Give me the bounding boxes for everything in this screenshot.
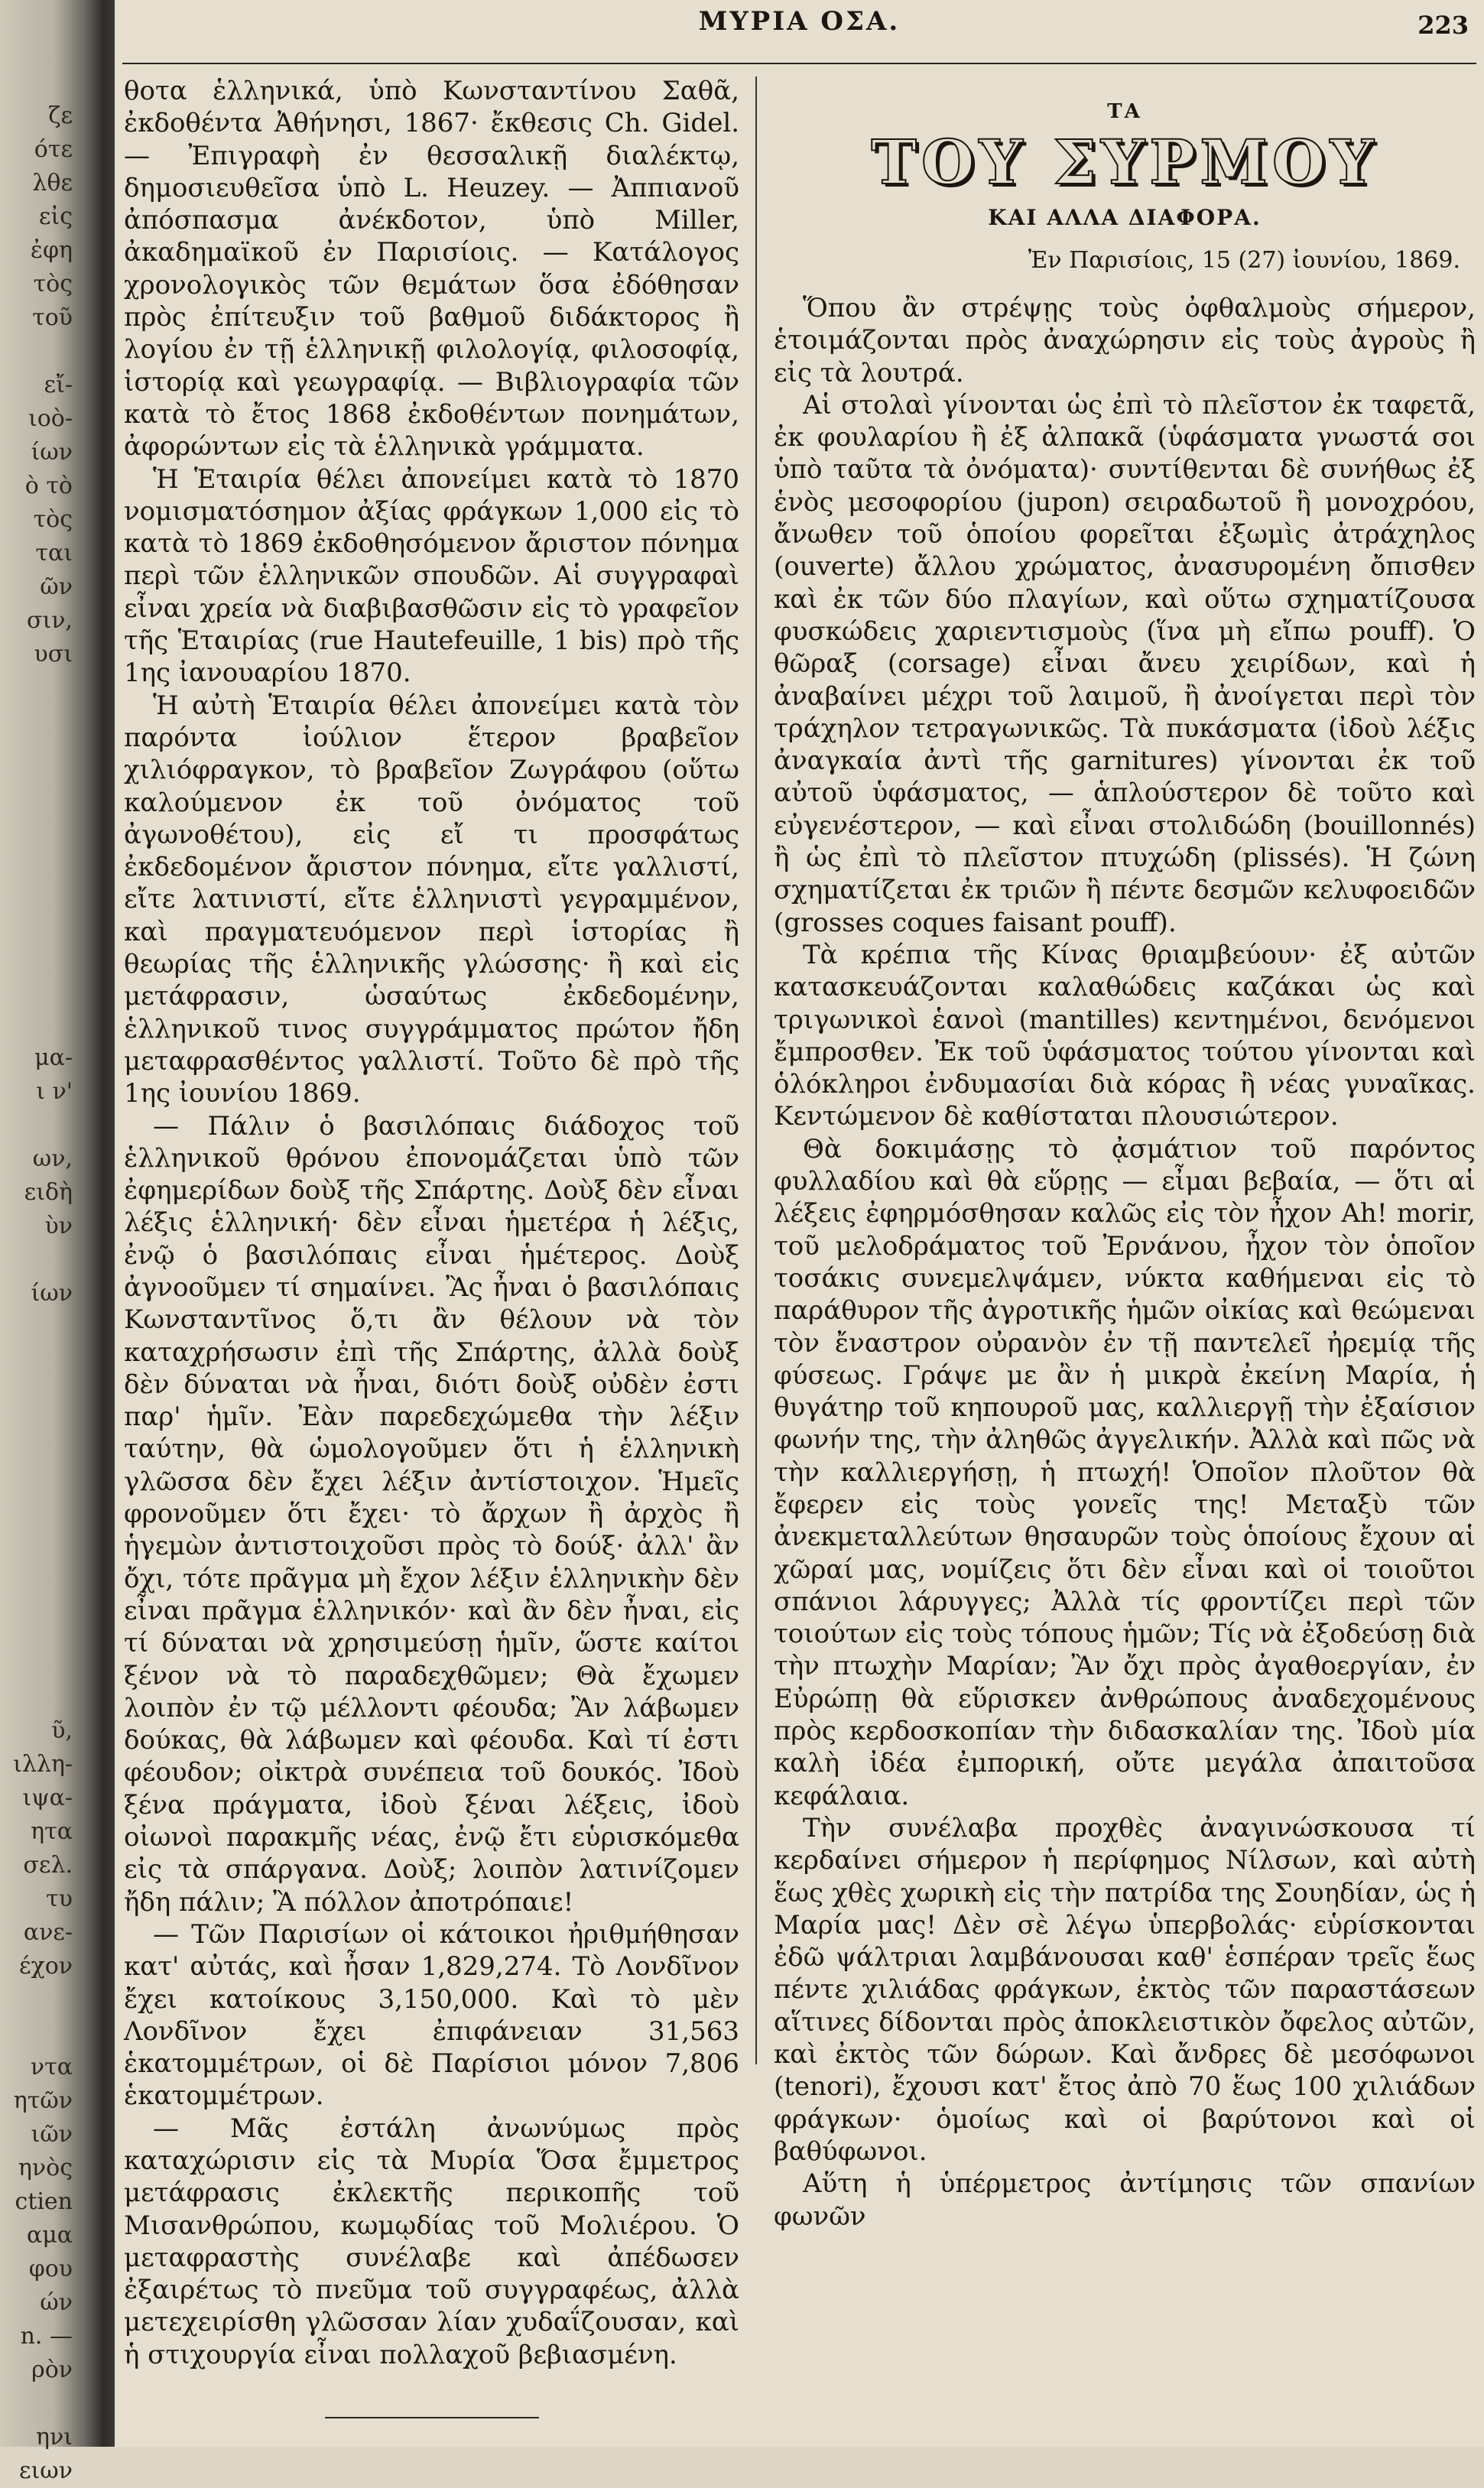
gutter-fragment	[0, 335, 73, 369]
paragraph: Αὕτη ἡ ὑπέρμετρος ἀντίμησις τῶν σπανίων φωνῶν	[774, 2168, 1476, 2232]
gutter-fragment: ι ν'	[36, 1078, 73, 1105]
gutter-fragment: ανε-	[23, 1919, 73, 1946]
paragraph: Ἡ αὐτὴ Ἑταιρία θέλει ἀπονείμει κατὰ τὸν παρόντα ἰούλιον ἕτερον βραβεῖον χιλιόφραγκον, τὸ βραβεῖον Ζωγράφου (οὕτω καλούμενον ἐκ τοῦ ὀνόματος τοῦ ἀγωνοθέτου), εἰς εἴ τι προσφάτως ἐκδεδομένον ἄριστον πόνημα, εἴτε γαλλιστί, εἴτε λατινιστί, εἴτε ἑλληνιστὶ γεγραμμένον, καὶ πραγματευόμενον περὶ ἱστορίας ἢ θεωρίας τῆς ἑλληνικῆς γλώσσης· ἢ καὶ εἰς μετάφρασιν, ὡσαύτως ἐκδεδομένην, ἑλληνικοῦ τινος συγγράμματος πρώτον ἤδη μεταφρασθέντος γαλλιστί. Τοῦτο δὲ πρὸ τῆς 1ης ἰουνίου 1869.	[124, 690, 739, 1109]
gutter-fragment: τὸς	[33, 506, 73, 533]
paragraph: Τὰ κρέπια τῆς Κίνας θριαμβεύουν· ἐξ αὐτῶν κατασκευάζονται καλαθώδεις καζάκαι ὡς καὶ τριγωνικοὶ ἑανοὶ (mantilles) κεντημένοι, δενόμενοι ἔμπροσθεν. Ἐκ τοῦ ὑφάσματος τούτου γίνονται καὶ ὁλόκληροι ἐνδυμασίαι διὰ κόρας ἢ νέας γυναῖκας. Κεντώμενον δὲ καθίσταται πλουσιώτερον.	[774, 939, 1476, 1132]
gutter-fragment: υσι	[34, 641, 73, 667]
gutter-fragment: ζε	[48, 102, 73, 129]
facing-page-gutter	[0, 0, 115, 2484]
gutter-fragment	[0, 1546, 73, 1580]
gutter-fragment: ιῶν	[31, 2121, 73, 2148]
gutter-fragment: τυ	[46, 1885, 73, 1912]
gutter-fragment	[0, 1445, 73, 1479]
gutter-fragment: εἴ-	[44, 372, 73, 398]
gutter-fragment: αμα	[26, 2222, 73, 2249]
gutter-fragment: τοῦ	[32, 304, 73, 331]
gutter-fragment: ών	[40, 2289, 73, 2316]
gutter-fragment: ων,	[32, 1145, 73, 1172]
section-heading-sub: ΚΑΙ ΑΛΛΑ ΔΙΑΦΟΡΑ.	[988, 205, 1262, 230]
gutter-fragment	[0, 1243, 73, 1277]
gutter-fragment	[0, 940, 73, 974]
column-divider	[755, 76, 757, 2064]
paragraph: θοτα ἑλληνικά, ὑπὸ Κωνσταντίνου Σαθᾶ, ἐκδοθέντα Ἀθήνησι, 1867· ἔκθεσις Ch. Gidel. — Ἐπιγραφὴ ἐν θεσσαλικῇ διαλέκτῳ, δημοσιευθεῖσα ὑπὸ L. Heuzey. — Ἀππιανοῦ ἀπόσπασμα ἀνέκδοτον, ὑπὸ Miller, ἀκαδημαϊκοῦ ἐν Παρισίοις. — Κατάλογος χρονολογικὸς τῶν θεμάτων ὅσα ἐδόθησαν πρὸς ἐπίτευξιν τοῦ βαθμοῦ διδάκτορος ἢ λογίου ἐν τῇ ἑλληνικῇ φιλολογίᾳ, φιλοσοφίᾳ, ἱστορίᾳ καὶ γεωγραφίᾳ. — Βιβλιογραφία τῶν κατὰ τὸ ἔτος 1868 ἐκδοθέντων πονημάτων, ἀφορώντων εἰς τὰ ἑλληνικὰ γράμματα.	[124, 76, 739, 463]
gutter-fragment	[0, 1613, 73, 1647]
gutter-fragment: ῦ,	[51, 1717, 73, 1744]
gutter-fragment: λθε	[32, 170, 73, 197]
gutter-fragment: έχον	[18, 1953, 73, 1980]
gutter-fragment	[0, 1681, 73, 1714]
gutter-fragment	[0, 1647, 73, 1681]
gutter-fragment: σελ.	[23, 1852, 73, 1879]
gutter-fragment	[0, 873, 73, 907]
section-heading	[774, 98, 1476, 237]
dateline: Ἐν Παρισίοις, 15 (27) ἰουνίου, 1869.	[1028, 247, 1460, 274]
gutter-fragment: ῶν	[40, 573, 73, 600]
left-column	[124, 75, 739, 2407]
gutter-fragment: μα-	[34, 1044, 73, 1071]
gutter-fragment	[0, 2387, 73, 2421]
gutter-fragment	[0, 705, 73, 739]
gutter-fragment	[0, 840, 73, 873]
header-title: ΜΥΡΙΑ ΟΣΑ.	[698, 6, 901, 37]
gutter-fragment	[0, 2017, 73, 2051]
gutter-fragment	[0, 907, 73, 940]
gutter-fragment: ίων	[31, 1280, 73, 1307]
gutter-fragment: ρὸν	[31, 2356, 73, 2383]
page	[115, 0, 1484, 2447]
gutter-fragment: ίων	[31, 439, 73, 466]
gutter-fragment: ητα	[31, 1818, 73, 1845]
gutter-fragment: ιψα-	[22, 1785, 73, 1811]
gutter-fragment	[0, 1109, 73, 1142]
gutter-fragment	[0, 1479, 73, 1512]
gutter-fragment: ται	[35, 540, 73, 567]
gutter-fragment: τὸς	[33, 271, 73, 297]
gutter-fragment	[0, 1411, 73, 1445]
running-head	[115, 6, 1484, 44]
paragraph: — Πάλιν ὁ βασιλόπαις διάδοχος τοῦ ἑλληνικοῦ θρόνου ἐπονομάζεται ὑπὸ τῶν ἐφημερίδων δοὺξ τῆς Σπάρτης. Δοὺξ δὲν εἶναι λέξις ἑλληνική· δὲν εἶναι ἡμετέρα ἡ λέξις, ἐνῷ ὁ βασιλόπαις εἶναι ἡμέτερος. Δοὺξ ἀγνοοῦμεν τί σημαίνει. Ἂς ἦναι ὁ βασιλόπαις Κωνσταντῖνος ὅ,τι ἂν θέλουν νὰ τὸν καταχρήσωσιν ἐπὶ τῆς Σπάρτης, ἀλλὰ δοὺξ δὲν δύναται νὰ ἦναι, διότι δοὺξ οὐδὲν ἐστι παρ' ἡμῖν. Ἐὰν παρεδεχώμεθα τὴν λέξιν ταύτην, θὰ ὡμολογοῦμεν ὅτι ἡ ἑλληνικὴ γλῶσσα δὲν ἔχει λέξιν ἀντίστοιχον. Ἡμεῖς φρονοῦμεν ὅτι ἔχει· τὸ ἄρχων ἢ ἀρχὸς ἢ ἡγεμὼν ἀντιστοιχοῦσι πρὸς τὸ δούξ· ἀλλ' ἂν ὄχι, τότε πρᾶγμα μὴ ἔχον λέξιν ἑλληνικὴν δὲν εἶναι πρᾶγμα ἑλληνικόν· καὶ ἂν δὲν ἦναι, εἰς τί δύναται νὰ χρησιμεύσῃ ἡμῖν, ὥστε καίτοι ξένον νὰ τὸ παραδεχθῶμεν; Θὰ ἔχωμεν λοιπὸν ἐν τῷ μέλλοντι φέουδα; Ἂν λάβωμεν δούκας, θὰ λάβωμεν καὶ φέουδα. Καὶ τί ἐστι φέουδον; οἰκτρὰ συνέπεια τοῦ δουκός. Ἰδοὺ ξένα πράγματα, ἰδοὺ ξέναι λέξεις, ἰδοὺ οἰωνοὶ παρακμῆς νέας, ἐνῷ ἔτι εὑρισκόμεθα εἰς τὰ σπάργανα. Δοὺξ; λοιπὸν λατινίζομεν ἤδη πάλιν; Ἂ πόλλον ἀποτρόπαιε!	[124, 1110, 739, 1918]
gutter-fragment: ειδὴ	[24, 1179, 73, 1206]
gutter-fragment: ντα	[30, 2054, 73, 2080]
gutter-fragment: ἐφη	[30, 237, 73, 264]
paragraph: — Μᾶς ἐστάλη ἀνωνύμως πρὸς καταχώρισιν εἰς τὰ Μυρία Ὅσα ἔμμετρος μετάφρασις ἐκλεκτῆς περικοπῆς τοῦ Μισανθρώπου, κωμῳδίας τοῦ Μολιέρου. Ὁ μεταφραστὴς συνέλαβε καὶ ἀπέδωσεν ἐξαιρέτως τὸ πνεῦμα τοῦ συγγραφέως, ἀλλὰ μετεχειρίσθη γλῶσσαν λίαν χυδαΐζουσαν, καὶ ἡ στιχουργία εἶναι πολλαχοῦ βεβιασμένη.	[124, 2113, 739, 2370]
gutter-fragment: σιν,	[26, 607, 73, 634]
paragraph: Αἱ στολαὶ γίνονται ὡς ἐπὶ τὸ πλεῖστον ἐκ ταφετᾶ, ἐκ φουλαρίου ἢ ἐξ ἀλπακᾶ (ὑφάσματα γνωστά σοι ὑπὸ ταῦτα τὰ ὀνόματα)· συντίθενται δὲ συνήθως ἐξ ἑνὸς μεσοφορίου (jupon) σειραδωτοῦ ἢ μονοχρόου, ἄνωθεν τοῦ ὁποίου φορεῖται ἐξωμὶς ἀτράχηλος (ouverte) ἄλλου χρώματος, ἀνασυρομένη ὄπισθεν καὶ ἐκ τῶν δύο πλαγίων, καὶ οὕτω σχηματίζουσα φυσκώδεις χαριεντισμοὺς (ἵνα μὴ εἴπω pouff). Ὁ θῶραξ (corsage) εἶναι ἄνευ χειρίδων, καὶ ἡ ἀναβαίνει μέχρι τοῦ λαιμοῦ, ἢ ἀνοίγεται περὶ τὸν τράχηλον τετραγωνικῶς. Τὰ πυκάσματα (ἰδοὺ λέξις ἀναγκαία ἀντὶ τῆς garnitures) γίνονται ἐκ τοῦ αὐτοῦ ὑφάσματος, — ἁπλούστερον δὲ τοῦτο καὶ εὐγενέστερον, — καὶ εἶναι στολιδώδη (bouillonnés) ἢ ὡς ἐπὶ τὸ πλεῖστον πτυχώδη (plissés). Ἡ ζώνη σχηματίζεται ἐκ τριῶν ἢ πέντε δεσμῶν κελυφοειδῶν (grosses coques faisant pouff).	[774, 389, 1476, 938]
gutter-fragment: ιλλη-	[13, 1751, 73, 1778]
gutter-fragment	[0, 1512, 73, 1546]
gutter-fragment: φου	[28, 2256, 73, 2282]
section-heading-large: ΤΟΥ ΣΥΡΜΟΥ	[871, 126, 1378, 198]
gutter-fragment: ηνι	[36, 2424, 73, 2451]
paragraph: Τὴν συνέλαβα προχθὲς ἀναγινώσκουσα τί κερδαίνει σήμερον ἡ περίφημος Νίλσων, καὶ αὐτὴ ἕως χθὲς χωρικὴ εἰς τὴν πατρίδα της Σουηδίαν, ὡς ἡ Μαρία μας! Δὲν σὲ λέγω ὑπερβολάς· εὑρίσκονται ἐδῶ ψάλτριαι λαμβάνουσαι καθ' ἑσπέραν τρεῖς ἕως πέντε χιλιάδας φράγκων, ἐκτὸς τῶν παραστάσεων αἵτινες δίδονται πρὸς ἀποκλειστικὸν ὄφελος αὐτῶν, καὶ ἐκτὸς τῶν δώρων. Καὶ ἄνδρες δὲ μεσόφωνοι (tenori), ἔχουσι κατ' ἔτος ἀπὸ 70 ἕως 100 χιλιάδων φράγκων· ὁμοίως καὶ οἱ βαρύτονοι καὶ οἱ βαθύφωνοι.	[774, 1812, 1476, 2167]
paragraph: — Τῶν Παρισίων οἱ κάτοικοι ἠριθμήθησαν κατ' αὐτάς, καὶ ἦσαν 1,829,274. Τὸ Λονδῖνον ἔχει κατοίκους 3,150,000. Καὶ τὸ μὲν Λονδῖνον ἔχει ἐπιφάνειαν 31,563 ἑκατομμέτρων, οἱ δὲ Παρίσιοι μόνον 7,806 ἑκατομμέτρων.	[124, 1918, 739, 2112]
gutter-fragment	[0, 974, 73, 1008]
gutter-fragment	[0, 1311, 73, 1344]
facing-page-fragments	[0, 99, 73, 2488]
gutter-fragment: ὸ τὸ	[24, 473, 73, 499]
gutter-fragment: ειων	[18, 2457, 73, 2484]
page-number: 223	[1417, 11, 1469, 40]
gutter-fragment: ηνὸς	[18, 2155, 73, 2181]
paragraph: Θὰ δοκιμάσῃς τὸ ᾀσμάτιον τοῦ παρόντος φυλλαδίου καὶ θὰ εὕρῃς — εἶμαι βεβαία, — ὅτι αἱ λέξεις ἐφηρμόσθησαν καλῶς εἰς τὸν ἦχον Ah! morir, τοῦ μελοδράματος τοῦ Ἐρνάνου, ἦχον τὸν ὁποῖον τοσάκις συνεμελψάμεν, νύκτα καθήμεναι εἰς τὸ παράθυρον τῆς ἀγροτικῆς ἡμῶν οἰκίας καὶ θεώμεναι τὸν ἔναστρον οὐρανὸν ἐν τῇ παντελεῖ ἠρεμίᾳ τῆς φύσεως. Γράψε με ἂν ἡ μικρὰ ἐκείνη Μαρία, ἡ θυγάτηρ τοῦ κηπουροῦ μας, καλλιεργῇ τὴν ἐξαίσιον φωνήν της, τὴν ἀληθῶς ἀγγελικήν. Ἀλλὰ καὶ πῶς νὰ τὴν καλλιεργήσῃ, ἡ πτωχή! Ὁποῖον πλοῦτον θὰ ἔφερεν εἰς τοὺς γονεῖς της! Μεταξὺ τῶν ἀνεκμεταλλεύτων θησαυρῶν τοὺς ὁποίους ἔχουν αἱ χῶραί μας, νομίζεις ὅτι δὲν εἶναι καὶ οἱ τοιοῦτοι σπάνιοι λάρυγγες; Ἀλλὰ τίς φροντίζει περὶ τῶν τοιούτων εἰς τοὺς τόπους ἡμῶν; Τίς νὰ ἐξοδεύσῃ διὰ τὴν πτωχὴν Μαρίαν; Ἂν ὄχι πρὸς ἀγαθοεργίαν, ἐν Εὐρώπῃ θὰ εὕρισκεν ἀνθρώπους ἀναδεχομένους πρὸς κερδοσκοπίαν τὴν διδασκαλίαν της. Ἰδοὺ μία καλὴ ἰδέα ἐμπορική, οὔτε μεγάλα ἀπαιτοῦσα κεφάλαια.	[774, 1133, 1476, 1811]
gutter-fragment	[0, 1008, 73, 1041]
gutter-fragment: n. —	[20, 2323, 73, 2350]
gutter-fragment: ιοὸ-	[28, 405, 73, 432]
gutter-fragment: ctien	[15, 2188, 73, 2215]
gutter-fragment: εἰς	[38, 203, 73, 230]
paragraph: Ὅπου ἂν στρέψῃς τοὺς ὀφθαλμοὺς σήμερον, ἑτοιμάζονται πρὸς ἀναχώρησιν εἰς τοὺς ἀγροὺς ἢ εἰς τὰ λουτρά.	[774, 293, 1476, 388]
gutter-fragment	[0, 1983, 73, 2017]
gutter-fragment	[0, 1580, 73, 1613]
header-rule	[122, 63, 1476, 64]
right-column	[774, 75, 1476, 2407]
gutter-fragment: ότε	[34, 136, 73, 163]
gutter-fragment: ὺν	[44, 1213, 73, 1239]
gutter-fragment	[0, 739, 73, 772]
paragraph: Ἡ Ἑταιρία θέλει ἀπονείμει κατὰ τὸ 1870 νομισματόσημον ἀξίας φράγκων 1,000 εἰς τὸ κατὰ τὸ 1869 ἐκδοθησόμενον ἄριστον πόνημα περὶ τῶν ἑλληνικῶν σπουδῶν. Αἱ συγγραφαὶ εἶναι χρεία νὰ διαβιβασθῶσιν εἰς τὸ γραφεῖον τῆς Ἑταιρίας (rue Hautefeuille, 1 bis) πρὸ τῆς 1ης ἰανουαρίου 1870.	[124, 463, 739, 689]
gutter-fragment: ητῶν	[13, 2087, 73, 2114]
section-heading-small: ΤΑ	[1107, 100, 1142, 123]
gutter-fragment	[0, 1378, 73, 1411]
gutter-fragment	[0, 772, 73, 806]
end-rule	[325, 2417, 539, 2418]
gutter-fragment	[0, 806, 73, 840]
gutter-fragment	[0, 671, 73, 705]
gutter-fragment	[0, 1344, 73, 1378]
